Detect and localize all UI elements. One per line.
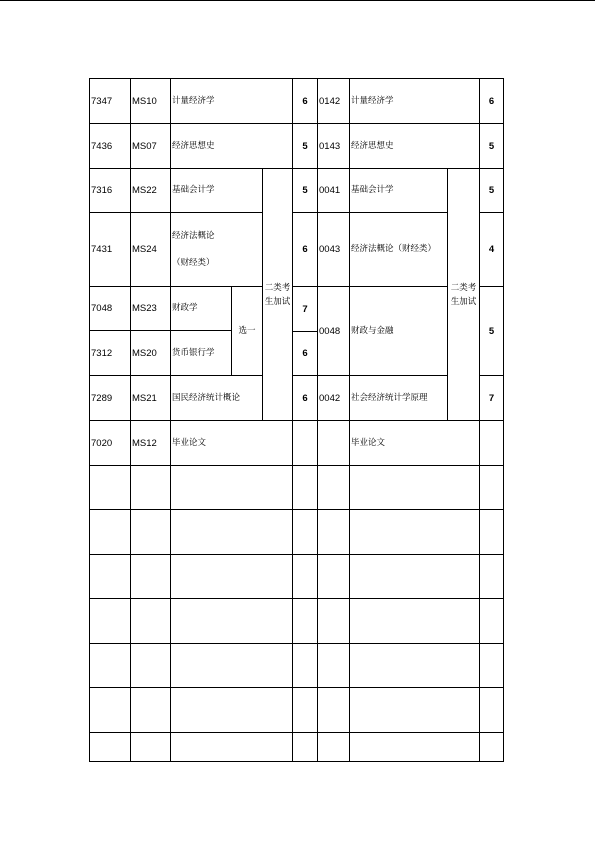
- table-cell-credit: 7: [293, 287, 318, 331]
- empty-table-cell: [318, 555, 350, 599]
- empty-table-cell: [293, 599, 318, 644]
- table-cell-credit: 5: [480, 169, 503, 213]
- table-cell-credit: 5: [293, 124, 318, 169]
- table-cell-code: 0041: [318, 169, 350, 213]
- empty-table-cell: [350, 510, 480, 555]
- empty-table-cell: [131, 688, 171, 733]
- empty-table-cell: [90, 644, 131, 688]
- empty-table-cell: [480, 599, 503, 644]
- empty-table-cell: [90, 733, 131, 761]
- course-name-line1: 经济法概论: [172, 230, 215, 241]
- empty-table-cell: [90, 466, 131, 510]
- empty-table-cell: [293, 555, 318, 599]
- table-cell-credit: 6: [480, 79, 503, 124]
- empty-table-cell: [171, 644, 293, 688]
- empty-table-cell: [318, 510, 350, 555]
- empty-table-cell: [131, 644, 171, 688]
- table-cell-course: 财政与金融: [350, 287, 448, 376]
- table-cell-code: 7431: [90, 213, 131, 287]
- table-cell-ms: MS10: [131, 79, 171, 124]
- empty-table-cell: [350, 644, 480, 688]
- table-cell-credit: 7: [480, 376, 503, 421]
- empty-table-cell: [318, 644, 350, 688]
- table-cell-code: 0048: [318, 287, 350, 376]
- empty-table-cell: [480, 733, 503, 761]
- table-cell-code: 7347: [90, 79, 131, 124]
- empty-table-cell: [171, 466, 293, 510]
- table-cell-course: 货币银行学: [171, 331, 232, 376]
- empty-table-cell: [171, 733, 293, 761]
- table-cell-ms: MS12: [131, 421, 171, 466]
- empty-table-cell: [350, 688, 480, 733]
- table-cell-course: 财政学: [171, 287, 232, 331]
- table-cell-ms: MS20: [131, 331, 171, 376]
- table-cell-credit: [480, 421, 503, 466]
- table-cell-credit: 5: [293, 169, 318, 213]
- table-cell-course: 经济思想史: [350, 124, 480, 169]
- table-cell-code: 7020: [90, 421, 131, 466]
- empty-table-cell: [480, 510, 503, 555]
- table-cell-credit: 6: [293, 376, 318, 421]
- empty-table-cell: [480, 688, 503, 733]
- empty-table-cell: [318, 599, 350, 644]
- empty-table-cell: [90, 599, 131, 644]
- table-cell-course: 毕业论文: [350, 421, 480, 466]
- table-cell-code: 7436: [90, 124, 131, 169]
- empty-table-cell: [131, 555, 171, 599]
- empty-table-cell: [318, 733, 350, 761]
- empty-table-cell: [350, 466, 480, 510]
- empty-table-cell: [131, 733, 171, 761]
- table-cell-ms: MS24: [131, 213, 171, 287]
- table-cell-course: 毕业论文: [171, 421, 293, 466]
- table-cell-code: 7048: [90, 287, 131, 331]
- empty-table-cell: [171, 599, 293, 644]
- table-cell-code: 7316: [90, 169, 131, 213]
- table-cell-code: 0042: [318, 376, 350, 421]
- table-cell-ms: MS07: [131, 124, 171, 169]
- extra-exam-line1: 二类考: [264, 282, 291, 293]
- table-cell-credit: 6: [293, 213, 318, 287]
- table-cell-course: 基础会计学: [350, 169, 448, 213]
- table-cell-ms: MS21: [131, 376, 171, 421]
- table-cell-credit: [293, 421, 318, 466]
- table-cell-code: 0043: [318, 213, 350, 287]
- table-cell-code: 7289: [90, 376, 131, 421]
- extra-exam-line2: 生加试: [450, 296, 477, 307]
- table-cell-credit: 5: [480, 287, 503, 376]
- table-cell-ms: MS23: [131, 287, 171, 331]
- table-cell-course: [171, 213, 263, 287]
- table-cell-credit: 4: [480, 213, 503, 287]
- empty-table-cell: [293, 733, 318, 761]
- empty-table-cell: [90, 510, 131, 555]
- table-cell-course: 经济思想史: [171, 124, 293, 169]
- choose-one-cell: 选一: [232, 287, 263, 376]
- extra-exam-cell: [263, 169, 293, 421]
- empty-table-cell: [350, 733, 480, 761]
- empty-table-cell: [171, 555, 293, 599]
- table-cell-ms: MS22: [131, 169, 171, 213]
- empty-table-cell: [293, 466, 318, 510]
- empty-table-cell: [131, 599, 171, 644]
- table-cell-code: 7312: [90, 331, 131, 376]
- empty-table-cell: [90, 688, 131, 733]
- table-cell-credit: 5: [480, 124, 503, 169]
- table-cell-course: 基础会计学: [171, 169, 263, 213]
- table-cell-code: [318, 421, 350, 466]
- table-cell-credit: 6: [293, 79, 318, 124]
- empty-table-cell: [90, 555, 131, 599]
- top-rule: [0, 0, 595, 1]
- extra-exam-cell: [448, 169, 480, 421]
- empty-table-cell: [318, 688, 350, 733]
- table-cell-course: 国民经济统计概论: [171, 376, 263, 421]
- empty-table-cell: [131, 466, 171, 510]
- empty-table-cell: [318, 466, 350, 510]
- table-cell-course: 计量经济学: [171, 79, 293, 124]
- table-cell-course: 社会经济统计学原理: [350, 376, 448, 421]
- table-cell-course: 经济法概论（财经类）: [350, 213, 448, 287]
- table-cell-code: 0142: [318, 79, 350, 124]
- empty-table-cell: [293, 510, 318, 555]
- table-cell-credit: 6: [293, 331, 318, 376]
- extra-exam-line1: 二类考: [450, 282, 477, 293]
- empty-table-cell: [131, 510, 171, 555]
- empty-table-cell: [171, 688, 293, 733]
- empty-table-cell: [350, 599, 480, 644]
- empty-table-cell: [293, 688, 318, 733]
- extra-exam-line2: 生加试: [264, 296, 291, 307]
- table-cell-code: 0143: [318, 124, 350, 169]
- empty-table-cell: [171, 510, 293, 555]
- course-name-line2: （财经类）: [172, 257, 215, 268]
- empty-table-cell: [480, 466, 503, 510]
- course-table: [89, 78, 504, 762]
- empty-table-cell: [293, 644, 318, 688]
- table-cell-course: 计量经济学: [350, 79, 480, 124]
- empty-table-cell: [480, 644, 503, 688]
- empty-table-cell: [480, 555, 503, 599]
- empty-table-cell: [350, 555, 480, 599]
